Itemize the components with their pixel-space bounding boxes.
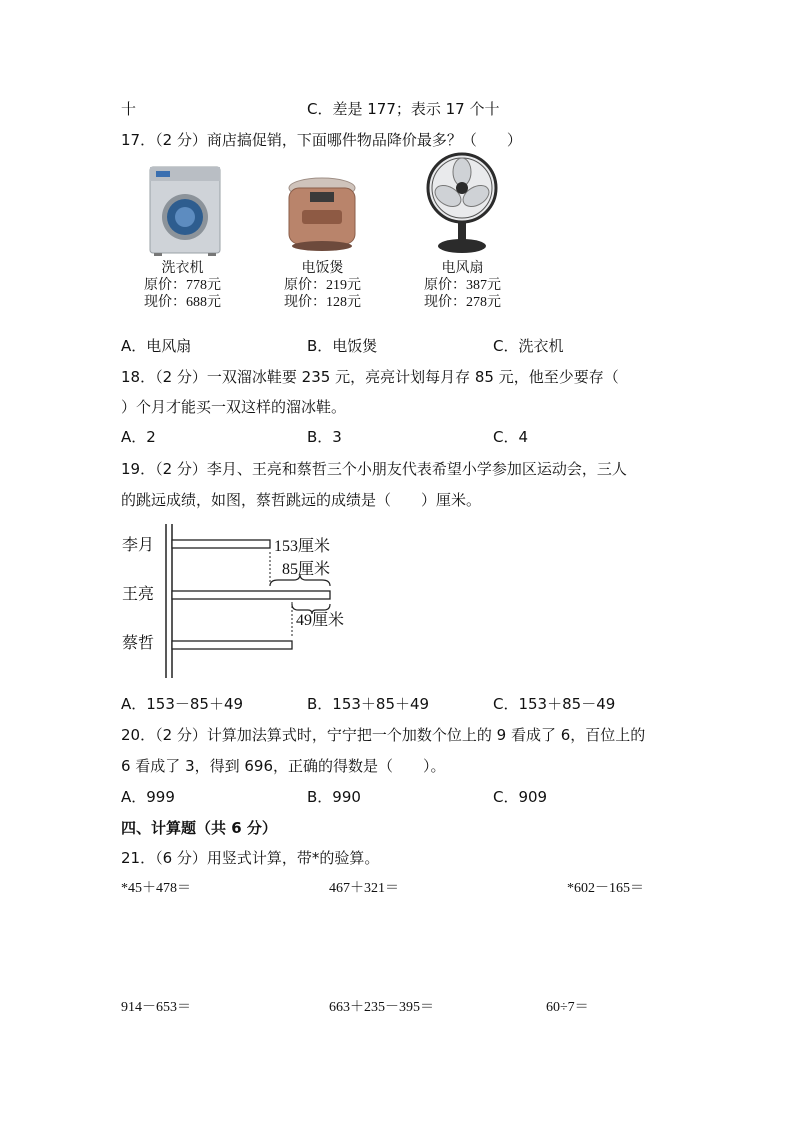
rice-cooker-image (284, 176, 360, 254)
product-original-price: 原价：387元 (424, 278, 501, 293)
calc-item-5: 663＋235－395＝ (329, 1000, 434, 1015)
calc-item-3: *602－165＝ (567, 881, 644, 896)
difference-label-49: 49厘米 (296, 612, 345, 629)
option-c-continuation: C．差是 177；表示 17 个十 (307, 100, 500, 118)
question-18-option-b: B．3 (307, 428, 342, 446)
product-washing-machine (125, 260, 240, 311)
question-18-option-a: A．2 (121, 428, 156, 446)
student-name-liyue: 李月 (122, 537, 155, 554)
question-21-stem: 21．（6 分）用竖式计算，带*的验算。 (121, 849, 380, 867)
electric-fan-image (424, 152, 500, 256)
question-19-option-c: C．153＋85－49 (493, 695, 616, 713)
question-19-option-a: A．153－85＋49 (121, 695, 244, 713)
calc-item-6: 60÷7＝ (546, 1000, 589, 1015)
question-19-line2: 的跳远成绩，如图，蔡哲跳远的成绩是（ ）厘米。 (121, 491, 482, 509)
question-18-line2: ）个月才能买一双这样的溜冰鞋。 (121, 398, 347, 416)
student-name-caizhe: 蔡哲 (122, 635, 155, 652)
question-20-line2: 6 看成了 3，得到 696，正确的得数是（ ）。 (121, 757, 446, 775)
difference-label-85: 85厘米 (282, 561, 331, 578)
washing-machine-image (148, 165, 224, 257)
distance-label-liyue: 153厘米 (274, 538, 331, 555)
question-18-line1: 18．（2 分）一双溜冰鞋要 235 元，亮亮计划每月存 85 元，他至少要存（ (121, 368, 619, 386)
calc-item-1: *45＋478＝ (121, 881, 191, 896)
question-20-option-b: B．990 (307, 788, 361, 806)
product-electric-fan (405, 260, 520, 311)
question-18-option-c: C．4 (493, 428, 529, 446)
product-original-price: 原价：778元 (144, 278, 221, 293)
question-17-stem: 17．（2 分）商店搞促销，下面哪件物品降价最多？（ ） (121, 131, 522, 149)
question-19-line1: 19．（2 分）李月、王亮和蔡哲三个小朋友代表希望小学参加区运动会，三人 (121, 460, 627, 478)
question-17-option-c: C．洗衣机 (493, 337, 564, 355)
product-name: 电饭煲 (301, 261, 344, 276)
product-name: 洗衣机 (161, 261, 204, 276)
product-current-price: 现价：278元 (424, 295, 501, 310)
question-20-option-c: C．909 (493, 788, 548, 806)
section-4-heading: 四、计算题（共 6 分） (121, 819, 277, 837)
question-17-option-a: A．电风扇 (121, 337, 192, 355)
product-original-price: 原价：219元 (284, 278, 361, 293)
student-name-wangliang: 王亮 (122, 586, 155, 603)
calc-item-2: 467＋321＝ (329, 881, 399, 896)
question-20-line1: 20．（2 分）计算加法算式时，宁宁把一个加数个位上的 9 看成了 6，百位上的 (121, 726, 646, 744)
calc-item-4: 914－653＝ (121, 1000, 191, 1015)
long-jump-diagram (118, 522, 368, 682)
product-current-price: 现价：688元 (144, 295, 221, 310)
question-19-option-b: B．153＋85＋49 (307, 695, 430, 713)
product-rice-cooker (265, 260, 380, 311)
product-current-price: 现价：128元 (284, 295, 361, 310)
question-20-option-a: A．999 (121, 788, 175, 806)
continuation-text: 十 (121, 100, 137, 118)
product-name: 电风扇 (441, 261, 484, 276)
question-17-option-b: B．电饭煲 (307, 337, 378, 355)
